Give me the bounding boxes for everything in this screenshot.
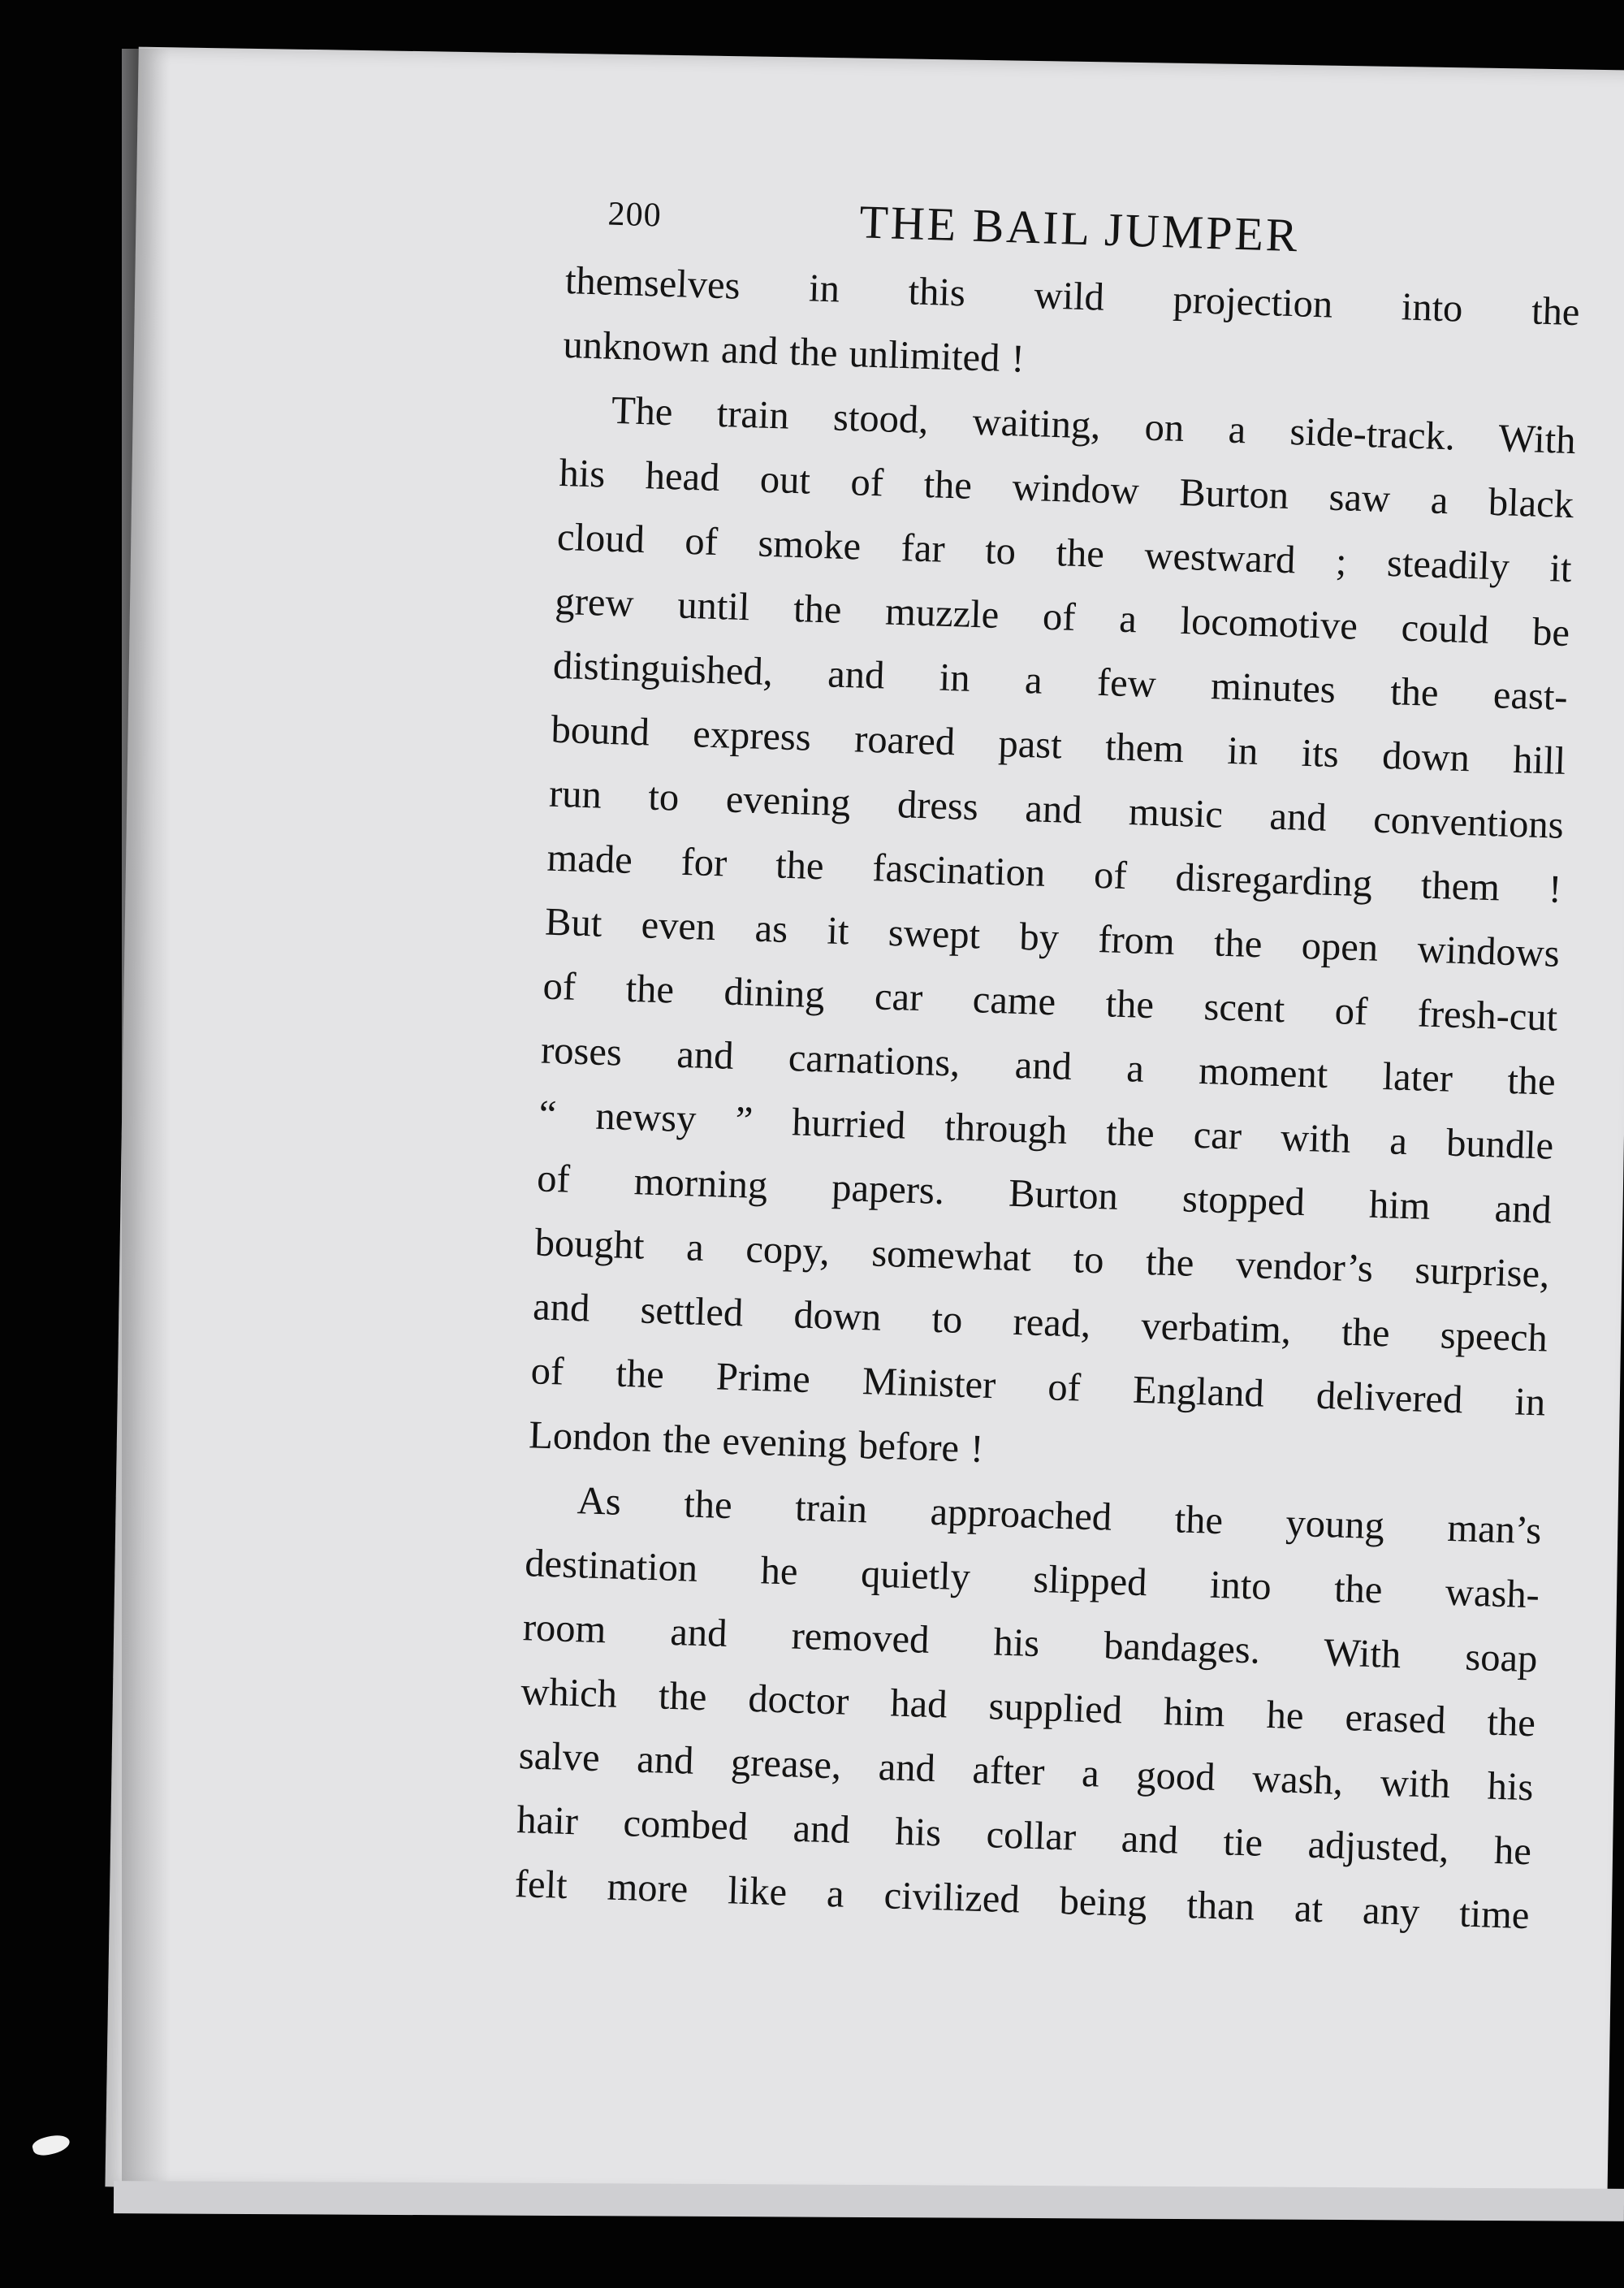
- text-line: salve and grease, and after a good wash, with his: [518, 1734, 1535, 1810]
- text-line: his head out of the window Burton saw a black: [558, 451, 1574, 527]
- text-line: But even as it swept by from the open windows: [544, 900, 1561, 975]
- text-line: cloud of smoke far to the westward ; steadily it: [556, 515, 1573, 591]
- text-block: [514, 179, 1583, 1948]
- text-line: and settled down to read, verbatim, the speech: [532, 1285, 1548, 1360]
- text-line: of morning papers. Burton stopped him and: [536, 1157, 1553, 1232]
- text-line: room and removed his bandages. With soap: [522, 1606, 1539, 1681]
- text-line: The train stood, waiting, on a side-track. With: [611, 388, 1577, 463]
- text-line: which the doctor had supplied him he erased the: [520, 1670, 1536, 1745]
- text-line: bought a copy, somewhat to the vendor’s surprise,: [534, 1221, 1551, 1296]
- text-line: roses and carnations, and a moment later the: [540, 1028, 1557, 1104]
- text-line: hair combed and his collar and tie adjusted, he: [516, 1798, 1532, 1874]
- page-bottom-edge: [114, 2181, 1624, 2221]
- scan-artifact: [31, 2131, 71, 2158]
- text-line: felt more like a civilized being than at any time: [514, 1862, 1531, 1938]
- body-text: [514, 249, 1581, 1948]
- text-line: bound express roared past them in its down hill: [550, 707, 1566, 783]
- text-line: of the Prime Minister of England delivered in: [530, 1349, 1547, 1425]
- text-line: unknown and the unlimited !: [562, 322, 1026, 381]
- text-line: destination he quietly slipped into the wash-: [524, 1542, 1540, 1617]
- text-line: themselves in this wild projection into the: [564, 258, 1581, 335]
- text-line: London the evening before !: [528, 1413, 985, 1471]
- text-line: made for the fascination of disregarding them !: [546, 836, 1562, 911]
- paragraph: [514, 1467, 1543, 1948]
- text-line: distinguished, and in a few minutes the east-: [552, 643, 1569, 719]
- spine-shadow: [122, 49, 171, 2193]
- text-line: grew until the muzzle of a locomotive could be: [554, 579, 1570, 655]
- running-title: THE BAIL JUMPER: [858, 195, 1301, 262]
- text-line: “ newsy ” hurried through the car with a bundle: [538, 1092, 1555, 1168]
- text-line: of the dining car came the scent of fresh-cut: [542, 964, 1558, 1040]
- paragraph: [528, 377, 1577, 1499]
- text-line: run to evening dress and music and conventions: [548, 772, 1565, 847]
- page-number: 200: [607, 195, 663, 235]
- text-line: As the train approached the young man’s: [577, 1479, 1543, 1553]
